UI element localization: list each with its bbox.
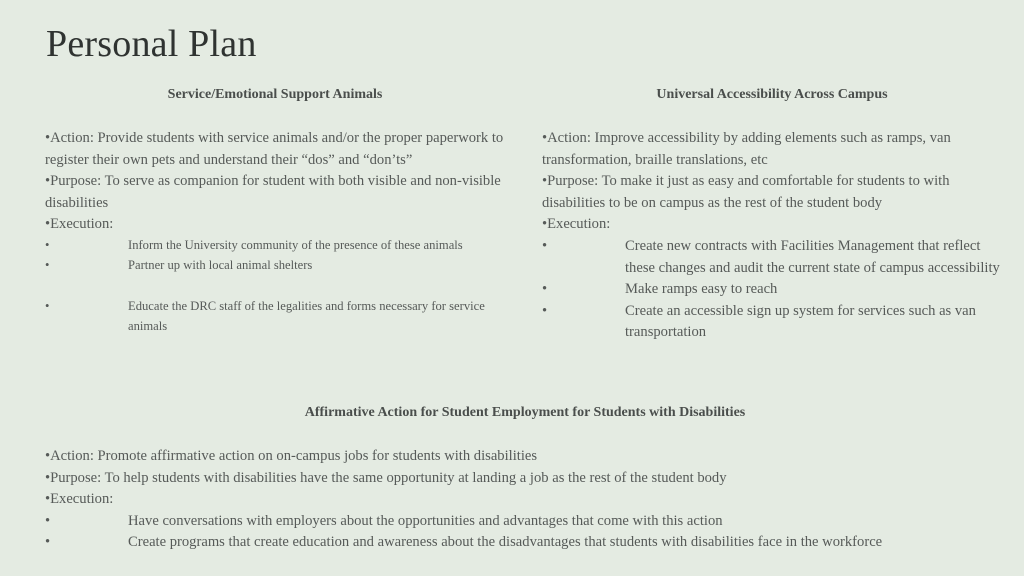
affirmative-action-section — [45, 402, 1005, 554]
section-heading: Service/Emotional Support Animals — [167, 87, 383, 102]
list-item: • Inform the University community of the presence of these animals — [45, 236, 505, 256]
purpose-text: •Purpose: To serve as companion for student with both visible and non-visible disabilities — [45, 173, 501, 211]
bullet-icon: • — [45, 237, 50, 252]
list-item: • Have conversations with employers about the opportunities and advantages that come with this action — [45, 511, 1005, 533]
list-item: • Educate the DRC staff of the legalities and forms necessary for service animals — [45, 299, 485, 333]
bullet-icon: • — [542, 237, 548, 254]
action-text: •Action: Improve accessibility by adding elements such as ramps, van transformation, braille translations, etc — [542, 130, 951, 168]
execution-label: •Execution: — [45, 491, 114, 508]
section-heading: Universal Accessibility Across Campus — [656, 87, 888, 102]
action-text: •Action: Provide students with service animals and/or the proper paperwork to register their own pets and understand their “dos” and “don’ts” — [45, 130, 504, 168]
list-item: • Create new contracts with Facilities Management that reflect these changes and audit the current state of campus accessibility — [542, 237, 1000, 276]
execution-label: •Execution: — [45, 216, 114, 233]
bullet-icon: • — [45, 257, 50, 272]
service-animals-section — [45, 84, 505, 336]
bullet-icon: • — [45, 512, 51, 529]
purpose-text: •Purpose: To make it just as easy and comfortable for students to with disabilities to be on campus as the rest of the student body — [542, 173, 950, 211]
bullet-icon: • — [45, 534, 51, 551]
list-item: • Create programs that create education and awareness about the disadvantages that students with disabilities face in the workforce — [45, 532, 1005, 554]
bullet-icon: • — [45, 299, 50, 314]
list-item: • Create an accessible sign up system for services such as van transportation — [542, 302, 976, 341]
list-item: • Partner up with local animal shelters — [45, 256, 505, 276]
page-title: Personal Plan — [46, 23, 257, 65]
accessibility-section — [542, 84, 1002, 344]
list-item: • Make ramps easy to reach — [542, 279, 1002, 301]
bullet-icon: • — [542, 281, 548, 298]
bullet-icon: • — [542, 302, 548, 319]
action-text: •Action: Promote affirmative action on on-campus jobs for students with disabilities — [45, 448, 538, 464]
execution-list — [45, 511, 1005, 554]
purpose-text: •Purpose: To help students with disabilities have the same opportunity at landing a job as the rest of the student body — [45, 469, 727, 486]
execution-list — [542, 236, 1002, 344]
section-heading: Affirmative Action for Student Employment for Students with Disabilities — [304, 405, 746, 420]
execution-list — [45, 236, 505, 336]
execution-label: •Execution: — [542, 216, 611, 233]
